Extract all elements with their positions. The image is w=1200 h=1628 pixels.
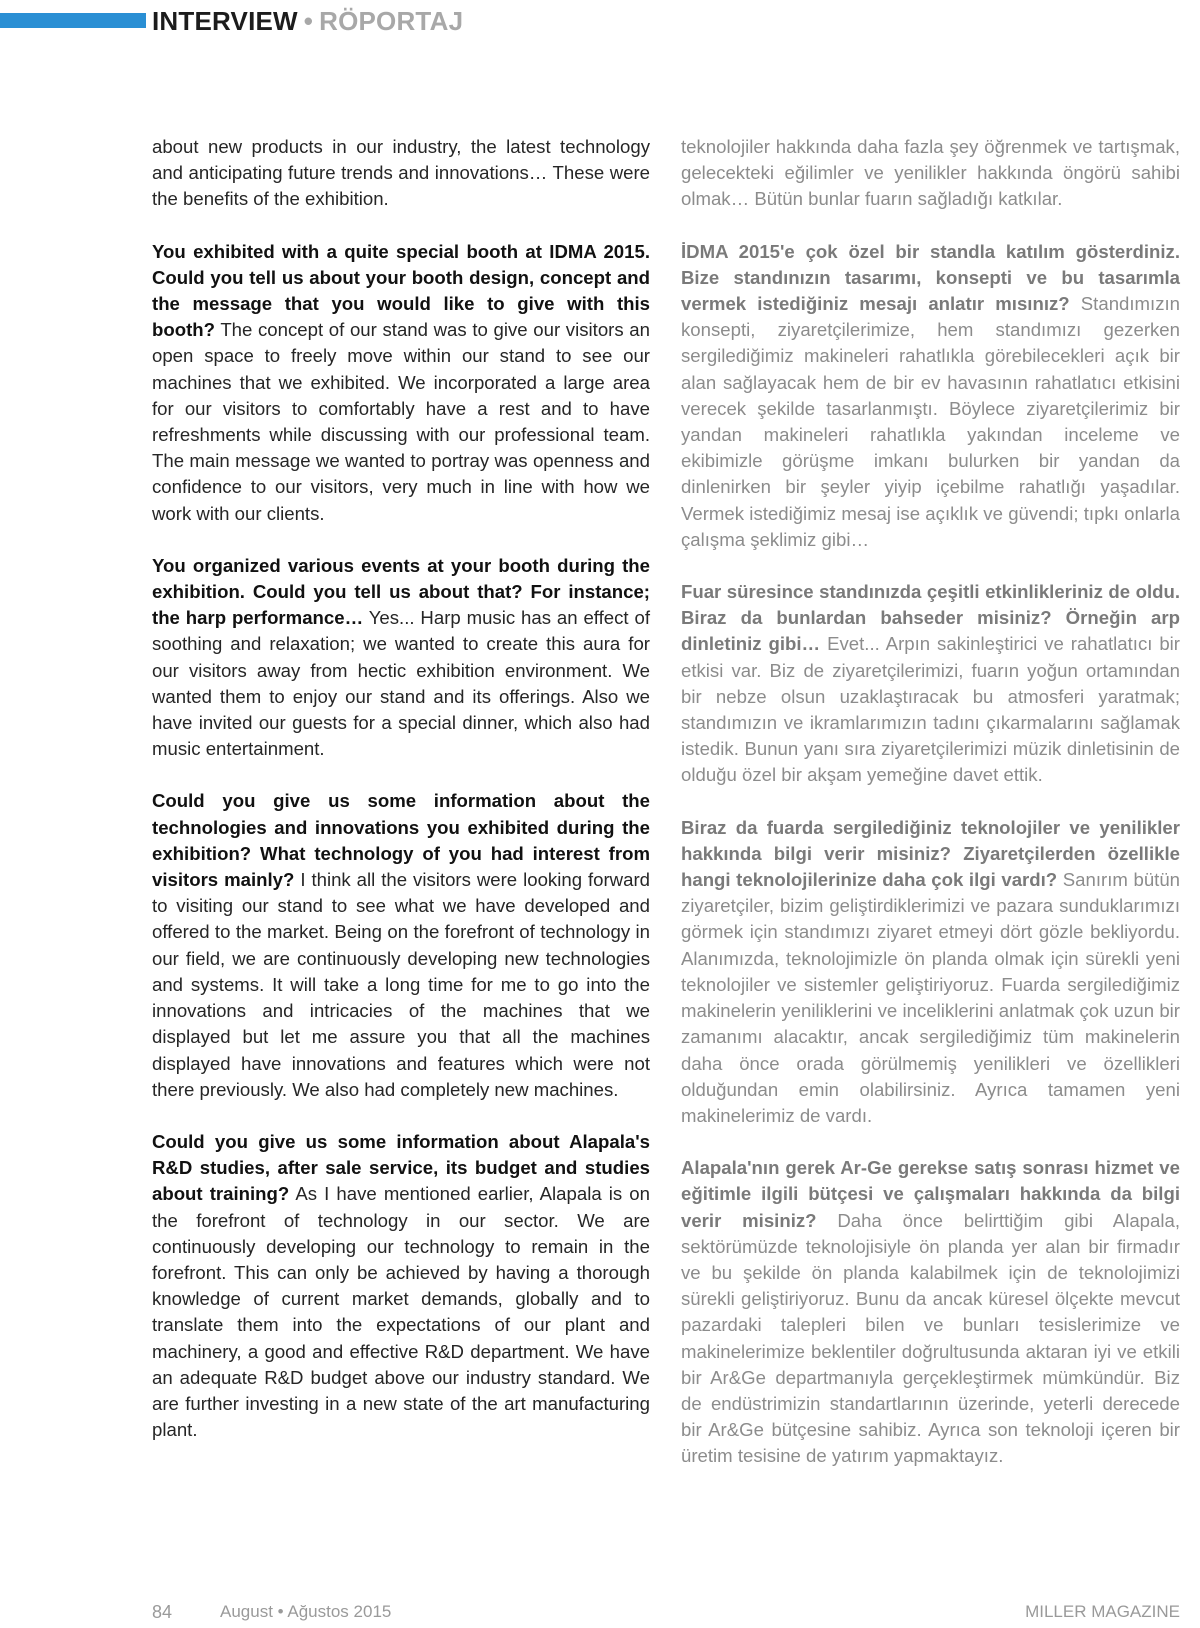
qa-block [681, 579, 1180, 789]
qa-block [681, 1155, 1180, 1469]
question: You exhibited with a quite special booth at IDMA 2015. Could you tell us about your booth design, concept and the message that you would like to give with this booth? [152, 240, 650, 341]
qa-block [152, 788, 650, 1102]
qa-block [152, 553, 650, 763]
section-title-en: INTERVIEW [152, 6, 298, 36]
intro-paragraph: teknolojiler hakkında daha fazla şey öğrenmek ve tartışmak, gelecekteki eğilimler ve yenilikler hakkında öngörü sahibi olmak… Bütün bunlar fuarın sağladığı katkılar. [681, 136, 1180, 210]
page-number: 84 [152, 1602, 173, 1622]
question: You organized various events at your booth during the exhibition. Could you tell us about that? For instance; the harp performance… [152, 554, 650, 629]
question: Could you give us some information about Alapala's R&D studies, after sale service, its budget and studies about training? [152, 1130, 650, 1205]
question: Could you give us some information about the technologies and innovations you exhibited during the exhibition? What technology of you had interest from visitors mainly? [152, 790, 650, 891]
qa-block [681, 815, 1180, 1129]
question: Biraz da fuarda sergilediğiniz teknolojiler ve yenilikler hakkında bilgi verir misiniz? Ziyaretçilerden özellikle hangi teknolojilerinize daha çok ilgi vardı? [681, 816, 1180, 891]
issue-date: August • Ağustos 2015 [220, 1602, 392, 1621]
qa-block [681, 239, 1180, 553]
section-title-tr: RÖPORTAJ [319, 6, 464, 36]
magazine-name: MILLER MAGAZINE [1025, 1602, 1180, 1621]
question: Fuar süresince standınızda çeşitli etkinlikleriniz de oldu. Biraz da bunlardan bahseder misiniz? Örneğin arp dinletiniz gibi… [681, 581, 1180, 655]
answer: Sanırım bütün ziyaretçiler, bizim geliştirdiklerimizi ve pazara sunduklarımızı görmek için standımızı ziyaret etmeyi dört gözle bekliyordu. Alanımızda, teknolojimizle ön planda olmak için sürekli yeni teknolojiler ve sistemler geliştiriyoruz. Fuarda sergilediğimiz makinelerin yeniliklerini ve inceliklerini anlatmak çok uzun bir zamanımı alacaktır, ancak sergilediğimiz tüm makinelerin daha önce orada görülmemiş yenilikleri ve özellikleri olduğundan emin olabilirsiniz. Ayrıca tamamen yeni makinelerimiz de vardı. [681, 869, 1181, 1126]
section-separator: • [303, 6, 314, 36]
answer: Standımızın konsepti, ziyaretçilerimize, hem standımızı gezerken sergilediğimiz makineleri rahatlıkla görebilecekleri açık bir alan sağlayacak hem de bir ev havasının rahatlatıcı etkisini verecek şekilde tasarlanmıştı. Böylece ziyaretçilerimiz bir yandan makineleri rahatlıkla yakından inceleme ve ekibimizle görüşme imkanı bulurken bir yandan da dinlenirken bir şeyler yiyip içebilme rahatlığı yaşadılar. Vermek istediğimiz mesaj ise açıklık ve güvendi; tıpkı onlarla çalışma şeklimiz gibi… [681, 293, 1180, 550]
answer: Yes... Harp music has an effect of soothing and relaxation; we wanted to create this aura for our visitors away from hectic exhibition environment. We wanted them to enjoy our stand and its offerings. Also we have invited our guests for a special dinner, which also had music entertainment. [152, 607, 650, 760]
intro-paragraph: about new products in our industry, the latest technology and anticipating future trends and innovations… These were the benefits of the exhibition. [152, 136, 650, 210]
qa-block [152, 1129, 650, 1443]
answer: As I have mentioned earlier, Alapala is on the forefront of technology in our sector. We are continuously developing our technology to remain in the forefront. This can only be achieved by having a thorough knowledge of current market demands, globally and to translate them into the expectations of our plant and machinery, a good and effective R&D department. We have an adequate R&D budget above our industry standard. We are further investing in a new state of the art manufacturing plant. [152, 1183, 650, 1441]
answer: I think all the visitors were looking forward to visiting our stand to see what we have developed and offered to the market. Being on the forefront of technology in our field, we are continuously developing new technologies and systems. It will take a long time for me to go into the innovations and intricacies of the machines that we displayed but let me assure you that all the machines displayed have innovations and features which were not there previously. We also had completely new machines. [152, 869, 650, 1100]
qa-block [152, 239, 650, 527]
section-accent-bar [0, 13, 146, 28]
english-column [152, 134, 650, 1469]
turkish-column [681, 134, 1180, 1496]
answer: The concept of our stand was to give our visitors an open space to freely move within our stand to see our machines that we exhibited. We incorporated a large area for our visitors to comfortably have a rest and to have refreshments while discussing with our professional team. The main message we wanted to portray was openness and confidence to our visitors, very much in line with how we work with our clients. [152, 319, 650, 524]
answer: Daha önce belirttiğim gibi Alapala, sektörümüzde teknolojisiyle ön planda yer alan bir firmadır ve bu şekilde ön planda kalabilmek için de teknolojimizi sürekli geliştiriyoruz. Bunu da ancak küresel ölçekte mevcut pazardaki talepleri bilen ve bunları tesislerimize ve makinelerimize beklentiler doğrultusunda aktaran iyi ve etkili bir Ar&Ge departmanıyla gerçekleştirmek mümkündür. Biz de endüstrimizin standartlarının üzerinde, yeterli derecede bir Ar&Ge bütçesine sahibiz. Ayrıca son teknoloji içeren bir üretim tesisine de yatırım yapmaktayız. [681, 1209, 1180, 1467]
answer: Evet... Arpın sakinleştirici ve rahatlatıcı bir etkisi var. Biz de ziyaretçilerimizi, fuarın yoğun ortamından bir nebze olsun uzaklaştıracak bu atmosferi yaratmak; standımızın ve ikramlarımızın tadını çıkarmalarını sağlamak istedik. Bunun yanı sıra ziyaretçilerimizi müzik dinletisinin de olduğu özel bir akşam yemeğine davet ettik. [681, 633, 1181, 786]
question: İDMA 2015'e çok özel bir standla katılım gösterdiniz. Bize standınızın tasarımı, konsepti ve bu tasarımla vermek istediğiniz mesajı anlatır mısınız? [681, 240, 1180, 315]
question: Alapala'nın gerek Ar-Ge gerekse satış sonrası hizmet ve eğitimle ilgili bütçesi ve çalışmaları hakkında da bilgi verir misiniz? [681, 1157, 1180, 1231]
section-header [152, 4, 463, 38]
